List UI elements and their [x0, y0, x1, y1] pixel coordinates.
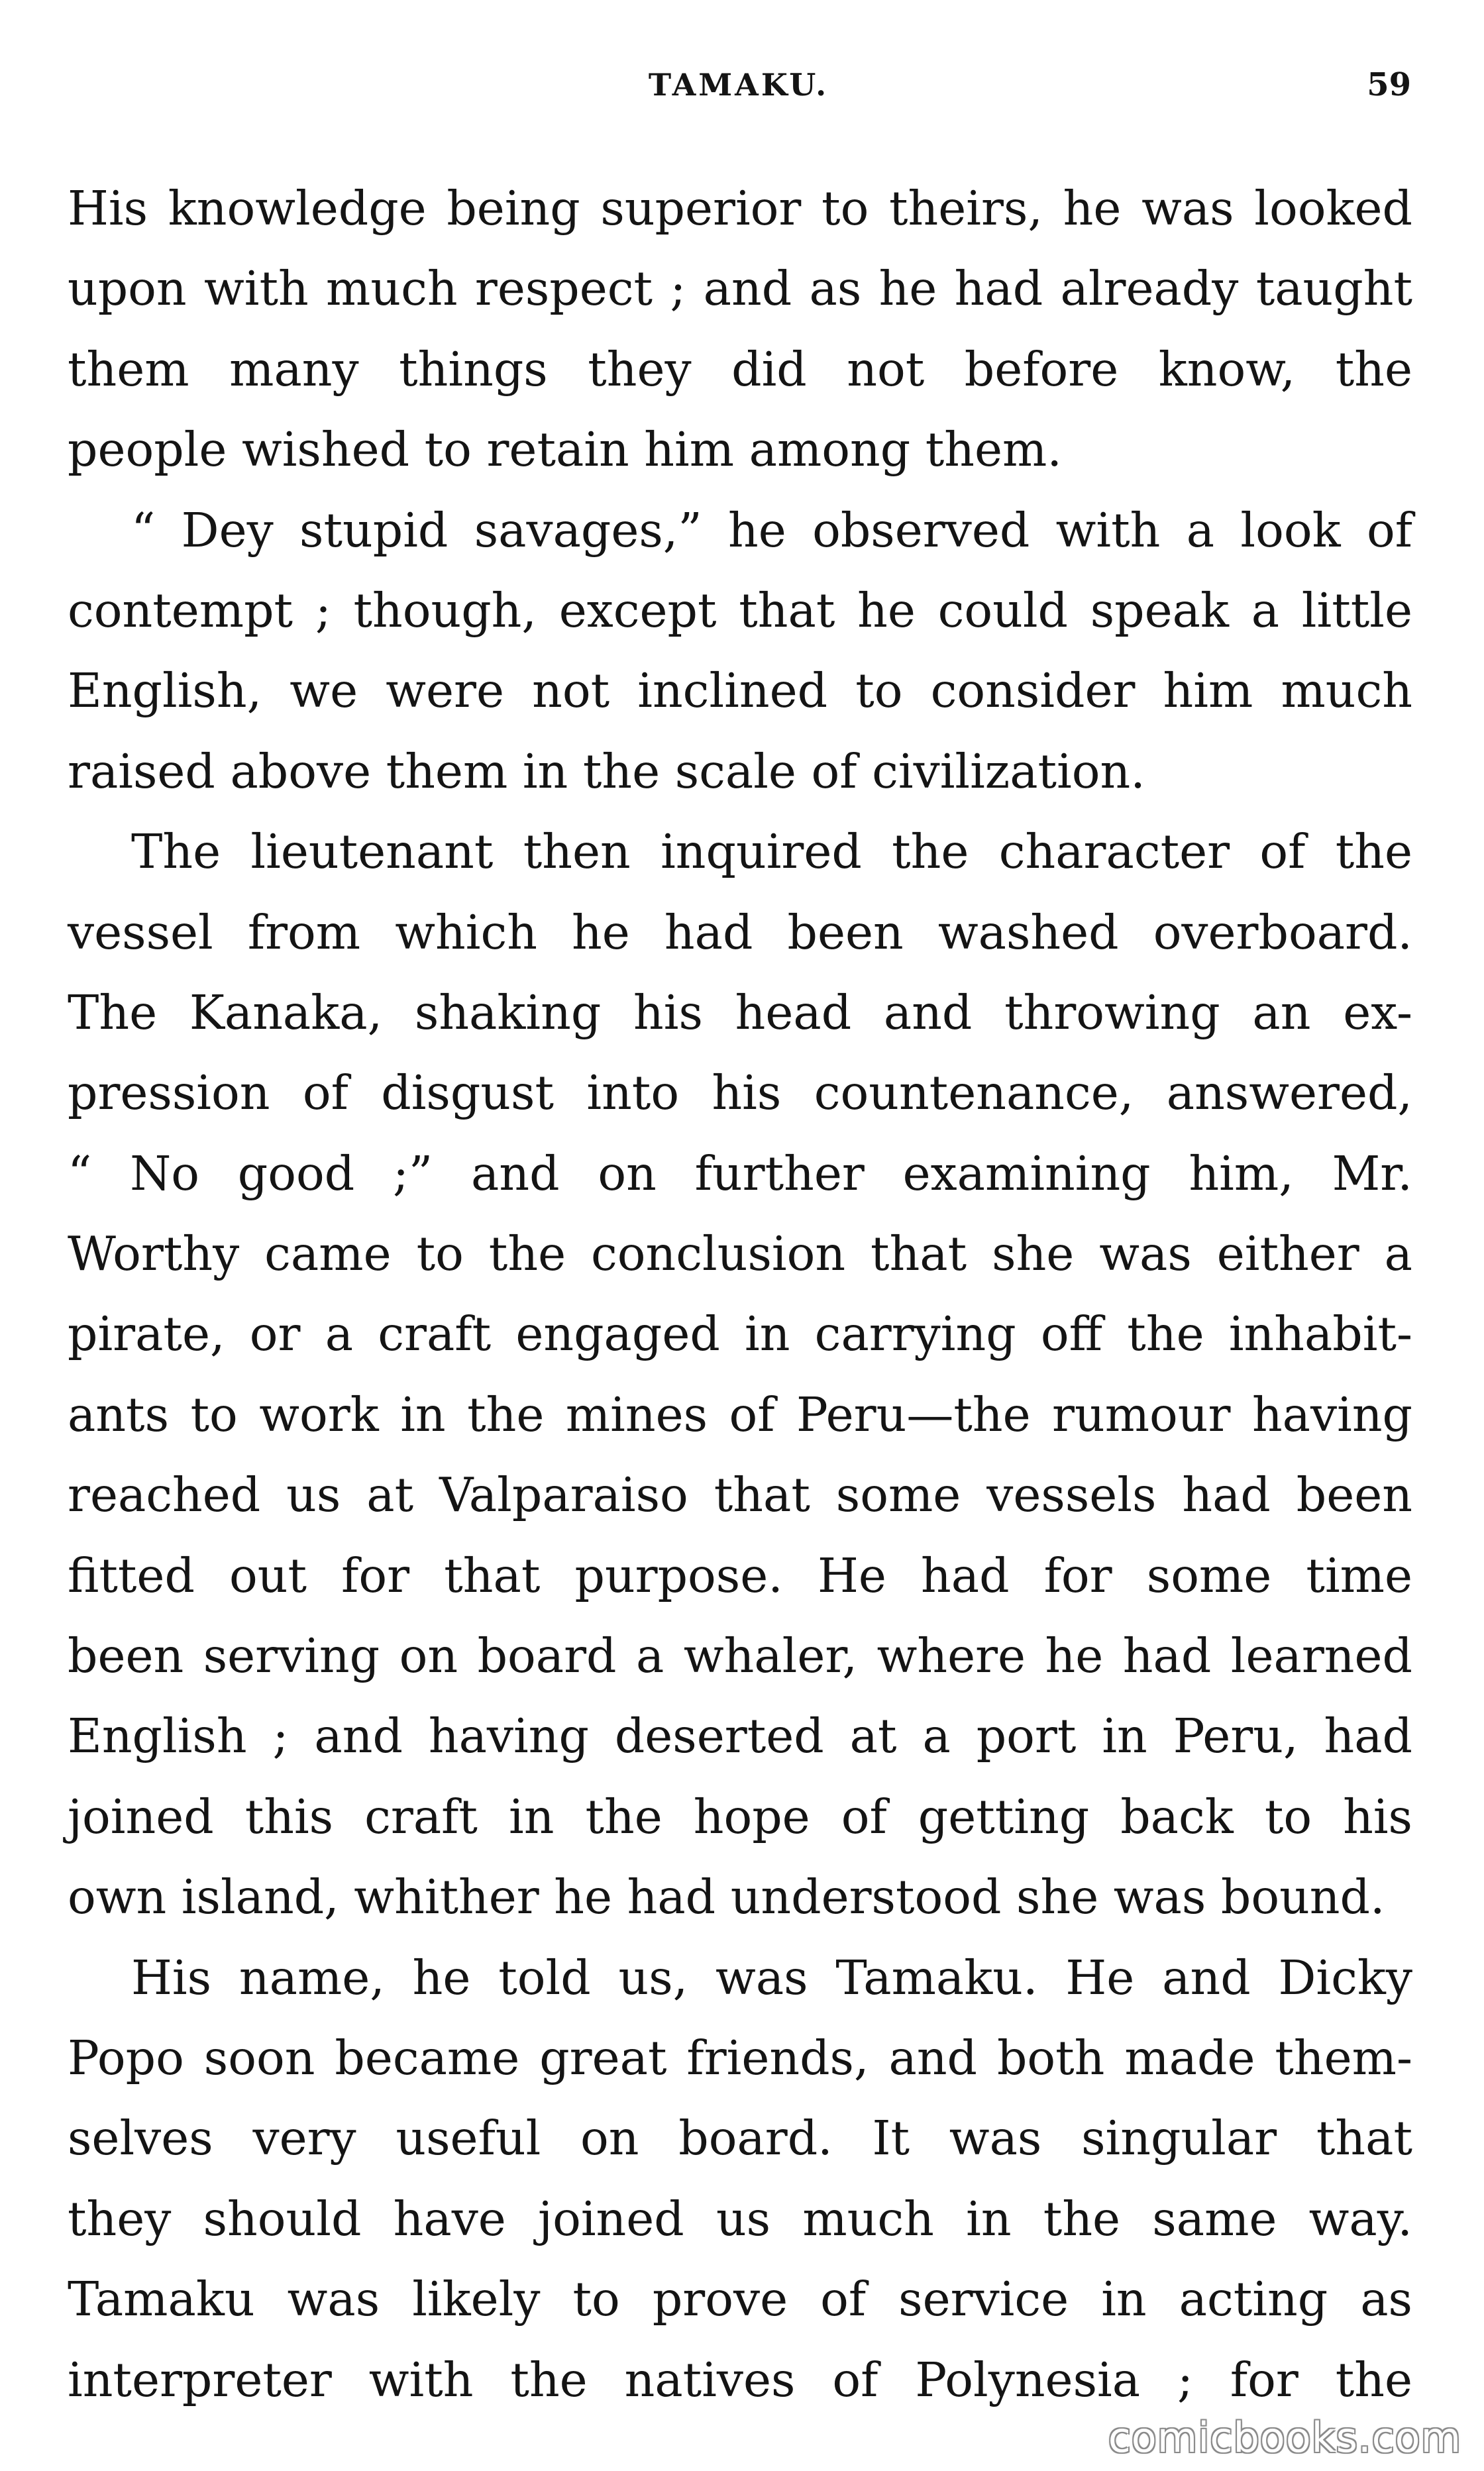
text-line: Worthy came to the conclusion that she was either a — [68, 1226, 1412, 1282]
text-line: English ; and having deserted at a port in Peru, had — [68, 1709, 1412, 1764]
text-line: fitted out for that purpose. He had for some time — [68, 1548, 1412, 1603]
text-line: reached us at Valparaiso that some vessels had been — [68, 1467, 1412, 1523]
text-line: English, we were not inclined to consider him much — [68, 663, 1412, 719]
text-line: been serving on board a whaler, where he had learned — [68, 1628, 1412, 1684]
text-line: upon with much respect ; and as he had already taught — [68, 261, 1412, 317]
text-line: “ No good ;” and on further examining him, Mr. — [68, 1145, 1412, 1201]
text-line: ants to work in the mines of Peru—the rumour having — [68, 1387, 1412, 1442]
text-line: interpreter with the natives of Polynesia ; for the — [68, 2352, 1412, 2407]
text-line: vessel from which he had been washed overboard. — [68, 904, 1412, 960]
watermark: comicbooks.com — [1108, 2413, 1461, 2462]
text-line: people wished to retain him among them. — [68, 422, 1062, 478]
text-line: joined this craft in the hope of getting back to his — [68, 1789, 1412, 1844]
running-head — [66, 58, 1411, 111]
text-line: raised above them in the scale of civilization. — [68, 743, 1145, 799]
body-text — [68, 168, 1412, 2420]
text-line: pression of disgust into his countenance, answered, — [68, 1065, 1412, 1121]
text-line: own island, whither he had understood she was bound. — [68, 1869, 1385, 1925]
text-line: Tamaku was likely to prove of service in acting as — [68, 2272, 1412, 2327]
text-line: selves very useful on board. It was singular that — [68, 2111, 1412, 2166]
text-line: “ Dey stupid savages,” he observed with a look of — [131, 502, 1412, 558]
page-number: 59 — [1367, 66, 1411, 103]
text-line: pirate, or a craft engaged in carrying off the inhabit- — [68, 1306, 1412, 1362]
text-line: The lieutenant then inquired the character of the — [131, 824, 1412, 880]
text-line: His knowledge being superior to theirs, he was looked — [68, 181, 1412, 236]
text-line: The Kanaka, shaking his head and throwing an ex- — [68, 984, 1412, 1040]
text-line: they should have joined us much in the same way. — [68, 2191, 1412, 2246]
text-line: them many things they did not before know, the — [68, 341, 1412, 397]
text-line: Popo soon became great friends, and both made them- — [68, 2030, 1412, 2085]
running-title: TAMAKU. — [648, 67, 829, 103]
text-line: contempt ; though, except that he could speak a little — [68, 582, 1412, 638]
text-line: His name, he told us, was Tamaku. He and Dicky — [131, 1950, 1412, 2005]
